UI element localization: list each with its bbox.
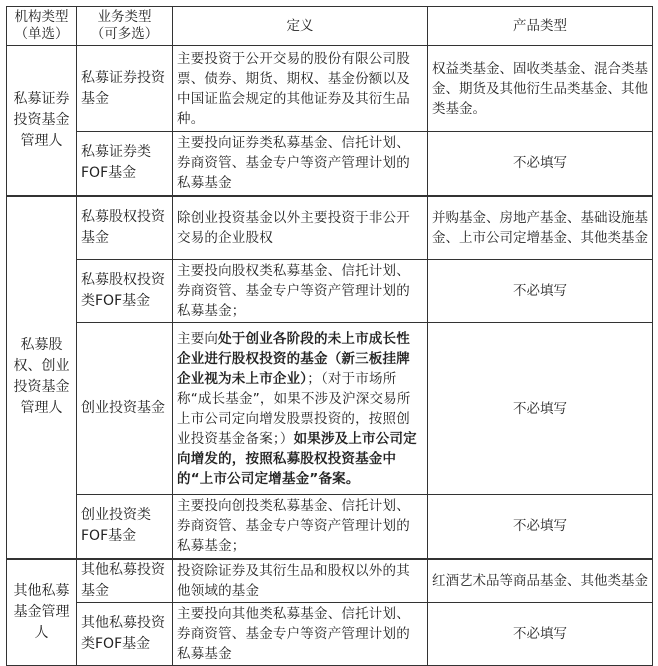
product-type-cell: 红酒艺术品等商品基金、其他类基金 xyxy=(428,559,653,603)
business-type-cell: 私募股权投资基金 xyxy=(77,196,173,260)
product-type-cell: 不必填写 xyxy=(428,603,653,666)
header-business-type xyxy=(77,7,173,46)
business-type-cell: 私募证券类FOF基金 xyxy=(77,132,173,196)
table-row xyxy=(7,260,653,323)
definition-text-plain: ；（对于市场所称“成长基金”，如果不涉及沪深交易所上市公司定向增发股票投资的，按照创业投资基金备案；） xyxy=(177,370,411,447)
header-definition: 定义 xyxy=(173,7,428,46)
product-type-cell: 不必填写 xyxy=(428,495,653,559)
business-type-cell: 创业投资类FOF基金 xyxy=(77,495,173,559)
category-pe-vc-manager: 私募股权、创业投资基金管理人 xyxy=(7,196,77,559)
definition-cell: 主要投资于公开交易的股份有限公司股票、债券、期货、期权、基金份额以及中国证监会规定的其他证券及其衍生品种。 xyxy=(173,46,428,132)
table-row xyxy=(7,46,653,132)
definition-cell xyxy=(173,323,428,495)
business-type-cell: 私募股权投资类FOF基金 xyxy=(77,260,173,323)
fund-classification-table xyxy=(6,6,653,666)
business-type-cell: 其他私募投资基金 xyxy=(77,559,173,603)
definition-cell: 除创业投资基金以外主要投资于非公开交易的企业股权 xyxy=(173,196,428,260)
definition-cell: 主要投向证券类私募基金、信托计划、券商资管、基金专户等资产管理计划的私募基金 xyxy=(173,132,428,196)
header-product-type: 产品类型 xyxy=(428,7,653,46)
table-row xyxy=(7,196,653,260)
definition-cell: 主要投向股权类私募基金、信托计划、券商资管、基金专户等资产管理计划的私募基金； xyxy=(173,260,428,323)
table-row xyxy=(7,603,653,666)
table-row xyxy=(7,495,653,559)
product-type-cell: 不必填写 xyxy=(428,323,653,495)
header-business-type-label: 业务类型 （可多选） xyxy=(90,9,159,42)
definition-cell: 主要投向创投类私募基金、信托计划、券商资管、基金专户等资产管理计划的私募基金； xyxy=(173,495,428,559)
table-row xyxy=(7,132,653,196)
header-institution-type-label: 机构类型 （单选） xyxy=(14,9,69,42)
product-type-cell: 并购基金、房地产基金、基础设施基金、上市公司定增基金、其他类基金 xyxy=(428,196,653,260)
product-type-cell: 权益类基金、固收类基金、混合类基金、期货及其他衍生品类基金、其他类基金。 xyxy=(428,46,653,132)
business-type-cell: 私募证券投资基金 xyxy=(77,46,173,132)
category-other-manager: 其他私募基金管理人 xyxy=(7,559,77,666)
business-type-cell: 创业投资基金 xyxy=(77,323,173,495)
definition-cell: 主要投向其他类私募基金、信托计划、券商资管、基金专户等资产管理计划的私募基金 xyxy=(173,603,428,666)
definition-text-bold: 处于创业各阶段的未上市成长性企业进行股权投资的基金（新三板挂牌企业视为未上市企业） xyxy=(177,330,410,387)
table-row xyxy=(7,559,653,603)
header-row xyxy=(7,7,653,46)
definition-cell: 投资除证券及其衍生品和股权以外的其他领域的基金 xyxy=(173,559,428,603)
category-securities-manager: 私募证券投资基金管理人 xyxy=(7,46,77,196)
product-type-cell: 不必填写 xyxy=(428,132,653,196)
definition-text-plain: 主要向 xyxy=(177,330,219,347)
definition-text-bold: 如果涉及上市公司定向增发的，按照私募股权投资基金中的“上市公司定增基金”备案。 xyxy=(177,430,417,487)
business-type-cell: 其他私募投资类FOF基金 xyxy=(77,603,173,666)
product-type-cell: 不必填写 xyxy=(428,260,653,323)
header-institution-type xyxy=(7,7,77,46)
table-row xyxy=(7,323,653,495)
